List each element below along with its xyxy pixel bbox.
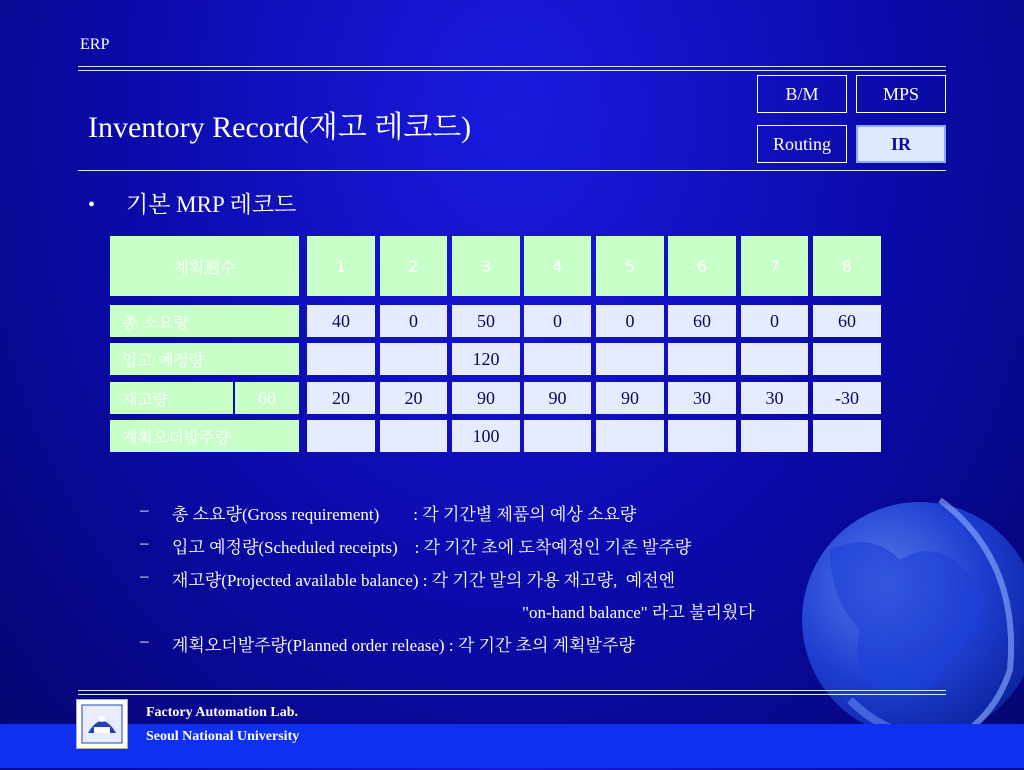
table-cell: 30 xyxy=(668,382,736,414)
table-cell: 0 xyxy=(741,305,808,337)
row-label-scheduled-receipts: 입고 예정량 xyxy=(110,343,299,375)
table-cell xyxy=(668,420,736,452)
definition-dash: – xyxy=(140,566,149,585)
table-cell xyxy=(524,343,591,375)
table-cell xyxy=(380,343,447,375)
table-cell: 90 xyxy=(596,382,664,414)
table-cell: -30 xyxy=(813,382,881,414)
period-header: 2 xyxy=(380,236,447,296)
table-cell: 0 xyxy=(596,305,664,337)
table-cell: 90 xyxy=(452,382,520,414)
university-logo-icon xyxy=(76,699,128,749)
footer-lab-name: Factory Automation Lab. xyxy=(146,705,299,720)
nav-button-routing[interactable]: Routing xyxy=(757,125,847,163)
period-header: 8 xyxy=(813,236,881,296)
nav-button-ir[interactable]: IR xyxy=(856,125,946,163)
table-cell xyxy=(596,343,664,375)
period-header: 6 xyxy=(668,236,736,296)
definition-planned-order-release: 계획오더발주량(Planned order release) : 각 기간 초의 계획발주량 xyxy=(172,636,635,655)
definition-projected-balance: 재고량(Projected available balance) : 각 기간 말의 가용 재고량, 예전엔 xyxy=(172,571,676,590)
table-cell xyxy=(307,420,375,452)
table-cell xyxy=(668,343,736,375)
table-cell xyxy=(524,420,591,452)
nav-button-mps[interactable]: MPS xyxy=(856,75,946,113)
title-divider xyxy=(78,170,946,171)
definition-dash: – xyxy=(140,533,149,552)
table-cell: 60 xyxy=(813,305,881,337)
footer-university-name: Seoul National University xyxy=(146,729,300,744)
definition-gross-requirement: 총 소요량(Gross requirement) : 각 기간별 제품의 예상 소요량 xyxy=(172,505,637,524)
row-label-text: 재고량 xyxy=(122,389,169,409)
nav-button-bm[interactable]: B/M xyxy=(757,75,847,113)
table-cell xyxy=(380,420,447,452)
table-cell: 20 xyxy=(307,382,375,414)
table-cell: 0 xyxy=(380,305,447,337)
definition-dash: – xyxy=(140,500,149,519)
definition-dash: – xyxy=(140,631,149,650)
header-divider xyxy=(78,66,946,71)
table-cell: 90 xyxy=(524,382,591,414)
section-label: ERP xyxy=(80,36,110,53)
table-cell xyxy=(307,343,375,375)
table-cell xyxy=(596,420,664,452)
table-cell: 30 xyxy=(741,382,808,414)
table-header-label: 계획週수 xyxy=(110,236,299,296)
table-cell: 0 xyxy=(524,305,591,337)
table-cell: 120 xyxy=(452,343,520,375)
table-cell: 100 xyxy=(452,420,520,452)
period-header: 4 xyxy=(524,236,591,296)
period-header: 3 xyxy=(452,236,520,296)
bullet-icon: • xyxy=(88,194,96,216)
table-cell xyxy=(813,420,881,452)
definition-continuation: "on-hand balance" 라고 불리웠다 xyxy=(522,603,755,622)
table-cell: 20 xyxy=(380,382,447,414)
table-cell: 60 xyxy=(668,305,736,337)
row-label-planned-order-release: 계획오더발주량 xyxy=(110,420,299,452)
table-cell xyxy=(741,420,808,452)
footer-divider xyxy=(78,690,946,695)
period-header: 5 xyxy=(596,236,664,296)
period-header: 1 xyxy=(307,236,375,296)
page-title: Inventory Record(재고 레코드) xyxy=(88,111,472,144)
period-header: 7 xyxy=(741,236,808,296)
initial-inventory: 60 xyxy=(233,382,299,414)
table-cell xyxy=(813,343,881,375)
table-cell: 50 xyxy=(452,305,520,337)
definition-scheduled-receipts: 입고 예정량(Scheduled receipts) : 각 기간 초에 도착예정인 기존 발주량 xyxy=(172,538,692,557)
row-label-gross-requirement: 총 소요량 xyxy=(110,305,299,337)
bullet-text: 기본 MRP 레코드 xyxy=(126,192,297,217)
table-cell: 40 xyxy=(307,305,375,337)
table-cell xyxy=(741,343,808,375)
